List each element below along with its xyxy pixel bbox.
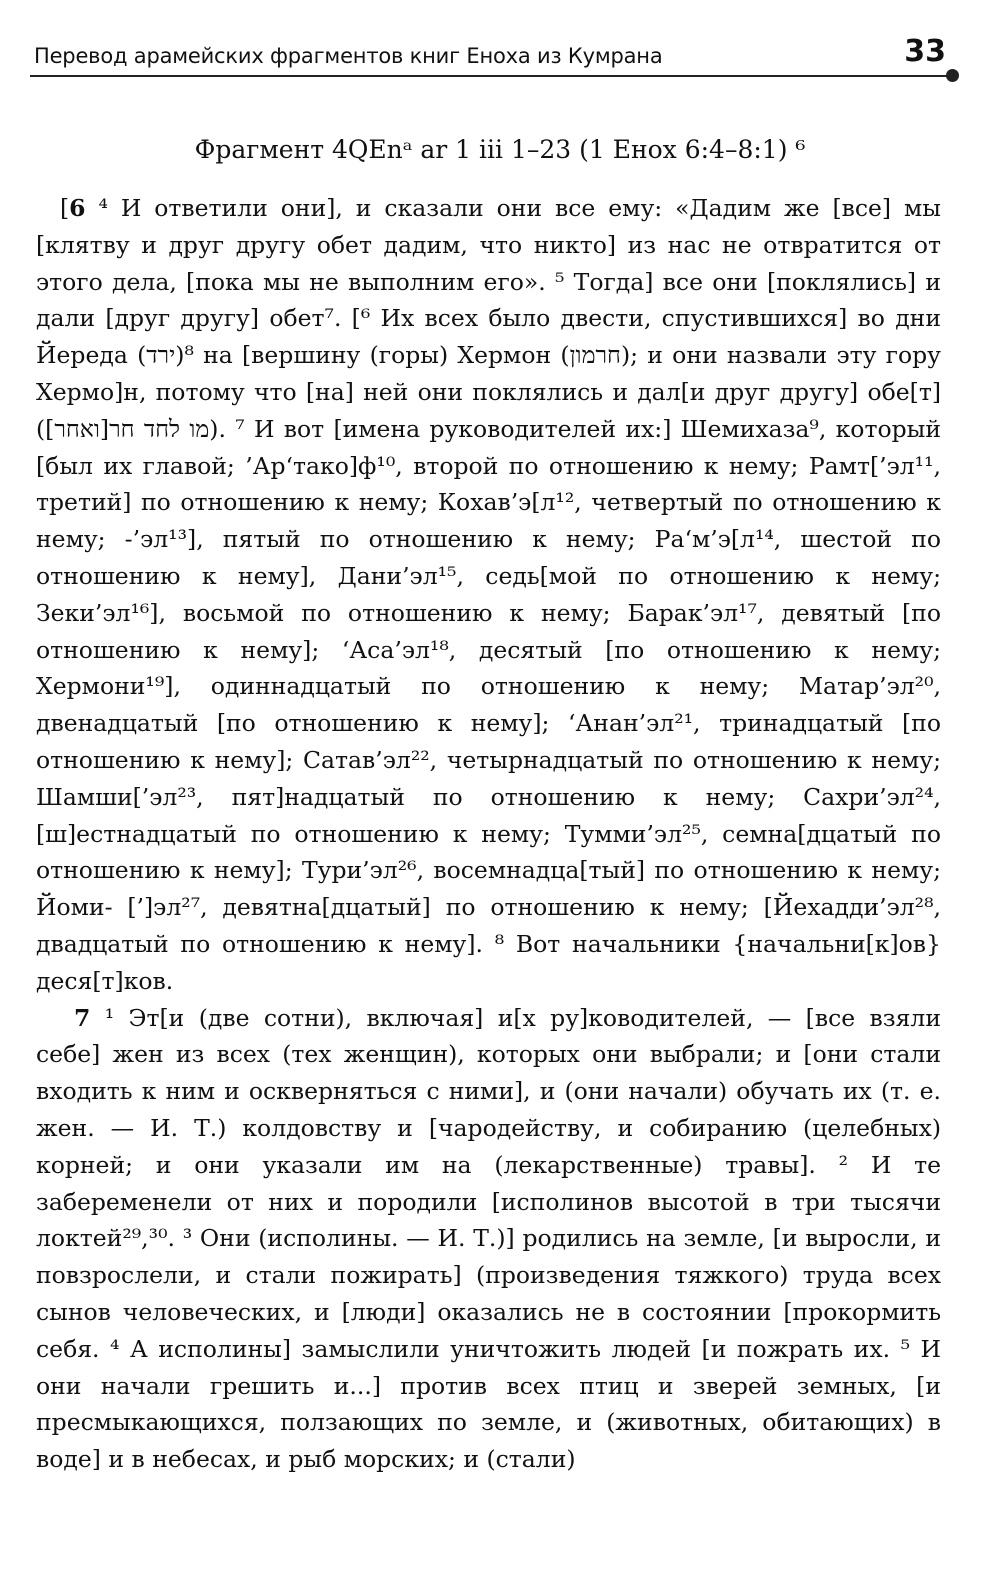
fragment-heading: Фрагмент 4QEnᵃ ar 1 iii 1–23 (1 Енох 6:4–8:1) ⁶ <box>194 135 806 164</box>
chapter-number: 6 <box>69 194 86 222</box>
paragraph-chapter-6: [6 ⁴ И ответили они], и сказали они все ему: «Дадим же [все] мы [клятву и друг другу обет дадим, что никто] из нас не отвратится от этого дела, [пока мы не выполним его». ⁵ Тогда] все они [поклялись] и дали [друг другу] обет⁷. [⁶ Их всех было двести, спустившихся] во дни Йереда (ירד)⁸ на [вершину (горы) Хермон (חרמון); и они назвали эту гору Хермо]н, потому что [на] ней они поклялись и дал[и друг другу] обе[т] ([ואחר]מו לחד חר). ⁷ И вот [имена руководителей их:] Шемихаза⁹, который [был их главой; ’Ар‘тако]ф¹⁰, второй по отношению к нему; Рамт[’эл¹¹, третий] по отношению к нему; Кохав’э[л¹², четвертый по отношению к нему; -’эл¹³], пятый по отношению к нему; Ра‘м’э[л¹⁴, шестой по отношению к нему], Дани’эл¹⁵, седь[мой по отношению к нему; Зеки’эл¹⁶], восьмой по отношению к нему; Барак’эл¹⁷, девятый [по отношению к нему]; ‘Аса’эл¹⁸, десятый [по отношению к нему; Хермони¹⁹], одиннадцатый по отношению к нему; Матар’эл²⁰, двенадцатый [по отношению к нему]; ‘Анан’эл²¹, тринадцатый [по отношению к нему]; Сатав’эл²², четырнадцатый по отношению к нему; Шамши[’эл²³, пят]надцатый по отношению к нему; Сахри’эл²⁴, [ш]естнадцатый по отношению к нему; Тумми’эл²⁵, семна[дцатый по отношению к нему]; Тури’эл²⁶, восемнадца[тый] по отношению к нему; Йоми- [’]эл²⁷, девятна[дцатый] по отношению к нему; [Йехадди’эл²⁸, двадцатый по отношению к нему]. ⁸ Вот начальники {начальни[к]ов} деся[т]ков. <box>36 194 942 995</box>
body-text <box>36 190 941 1478</box>
running-head-title: Перевод арамейских фрагментов книг Еноха из Кумрана <box>34 44 663 68</box>
paragraph-chapter-7 <box>36 1000 941 1478</box>
paragraph-text: ⁴ И ответили они], и сказали они все ему: «Дадим же [все] мы [клятву и друг другу обет дадим, что никто] из нас не отвратится от этого дела, [пока мы не выполним его». ⁵ Тогда] все они [поклялись] и дали [друг другу] обет⁷. [⁶ Их всех было двести, спустившихся] во дни Йереда (ירד)⁸ на [вершину (горы) Хермон (חרמון); и они назвали эту гору Хермо]н, потому что [на] ней они поклялись и дал[и друг другу] обе[т] ([ואחר]מו לחד חר). ⁷ И вот [имена руководителей их:] Шемихаза⁹, который [был их главой; ’Ар‘тако]ф¹⁰, второй по отношению к нему; Рамт[’эл¹¹, третий] по отношению к нему; Кохав’э[л¹², четвертый по отношению к нему; -’эл¹³], пятый по отношению к нему; Ра‘м’э[л¹⁴, шестой по отношению к нему], Дани’эл¹⁵, седь[мой по отношению к нему; Зеки’эл¹⁶], восьмой по отношению к нему; Барак’эл¹⁷, девятый [по отношению к нему]; ‘Аса’эл¹⁸, десятый [по отношению к нему; Хермони¹⁹], одиннадцатый по отношению к нему; Матар’эл²⁰, двенадцатый [по отношению к нему]; ‘Анан’эл²¹, тринадцатый [по отношению к нему]; Сатав’эл²², четырнадцатый по отношению к нему; Шамши[’эл²³, пят]надцатый по отношению к нему; Сахри’эл²⁴, [ш]естнадцатый по отношению к нему; Тумми’эл²⁵, семна[дцатый по отношению к нему]; Тури’эл²⁶, восемнадца[тый] по отношению к нему; Йоми- [’]эл²⁷, девятна[дцатый] по отношению к нему; [Йехадди’эл²⁸, двадцатый по отношению к нему]. ⁸ Вот начальники {начальни[к]ов} деся[т]ков. <box>36 194 942 995</box>
header-rule <box>30 75 948 77</box>
chapter-number: 7 <box>74 1003 91 1032</box>
paragraph-text: ¹ Эт[и (две сотни), включая] и[х ру]ководителей, — [все взяли себе] жен из всех (тех женщин), которых они выбрали; и [они стали входить к ним и оскверняться с ними], и (они начали) обучать их (т. е. жен. — И. Т.) колдовству и [чародейству, и собиранию (целебных) корней; и они указали им на (лекарственные) травы]. ² И те забеременели от них и породили [исполинов высотой в три тысячи локтей²⁹,³⁰. ³ Они (исполины. — И. Т.)] родились на земле, [и выросли, и повзрослели, и стали пожирать] (произведения тяжкого) труда всех сынов человеческих, и [люди] оказались не в состоянии [прокормить себя. ⁴ А исполины] замыслили уничтожить людей [и пожрать их. ⁵ И они начали грешить и...] против всех птиц и зверей земных, [и пресмыкающихся, ползающих по земле, и (животных, обитающих) в воде] и в небесах, и рыб морских; и (стали) <box>36 1003 941 1474</box>
header-rule-dot <box>946 69 959 82</box>
running-head <box>30 30 960 90</box>
page-number: 33 <box>904 34 946 69</box>
